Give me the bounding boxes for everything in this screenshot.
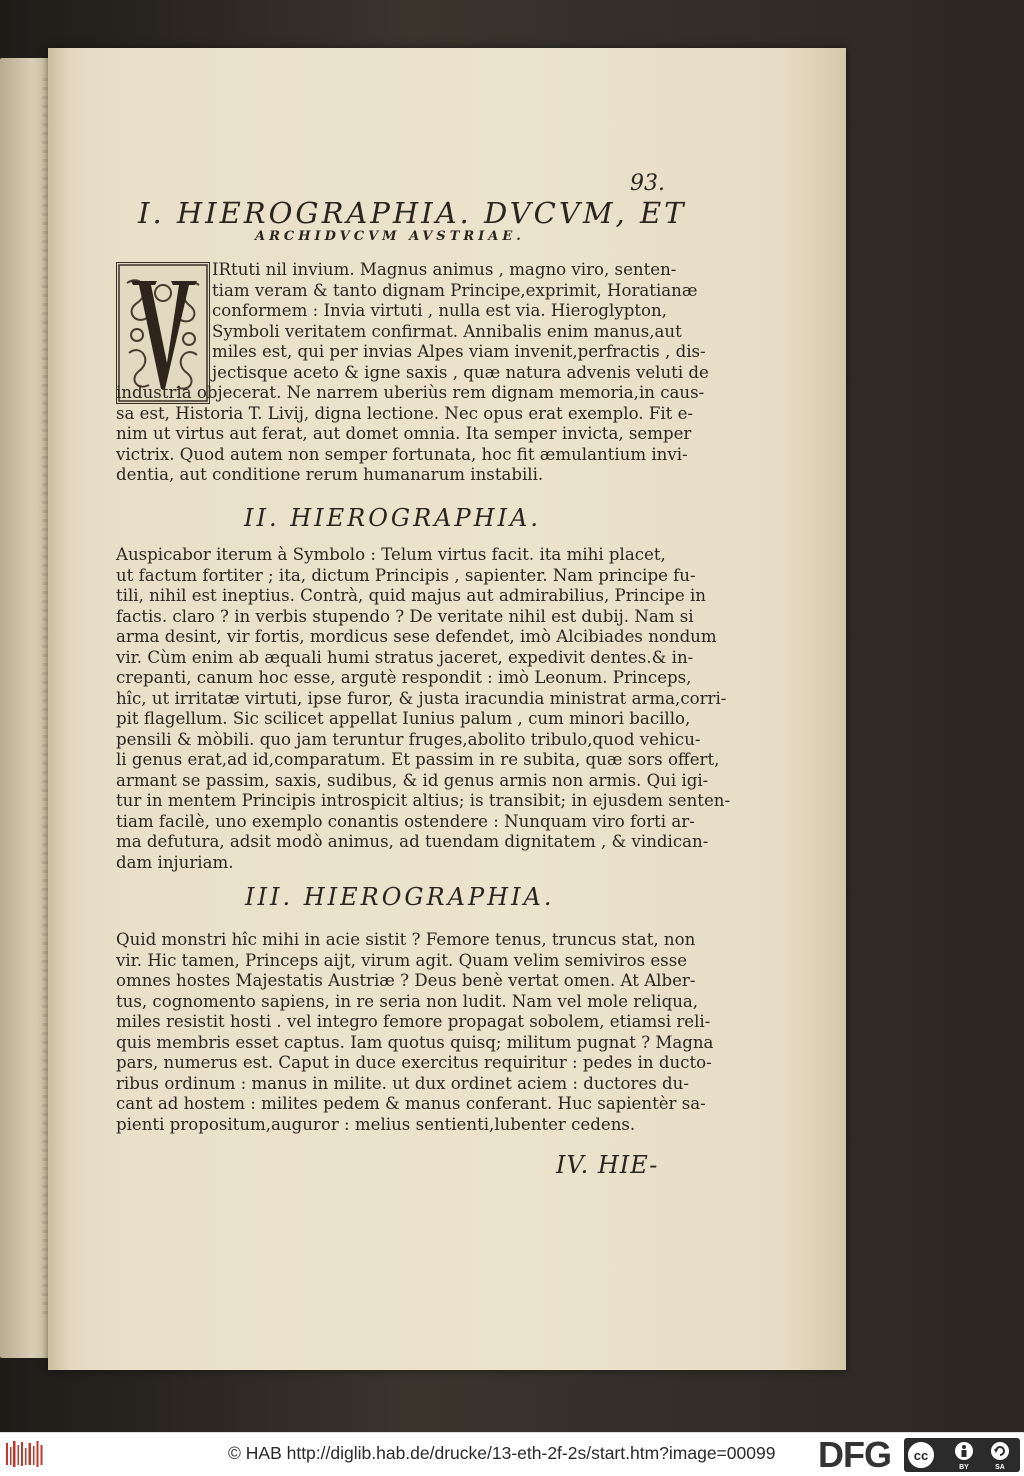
text-line: tus, cognomento sapiens, in re seria non ludit. Nam vel mole reliqua,: [116, 991, 699, 1011]
footer-bar: [0, 1432, 1024, 1476]
text-line: ribus ordinum : manus in milite. ut dux ordinet aciem : ductores du-: [116, 1073, 689, 1093]
text-line: tiam facilè, uno exemplo conantis ostendere : Nunquam viro forti ar-: [116, 811, 695, 831]
text-line: pit flagellum. Sic scilicet appellat Iunius palum , cum minori bacillo,: [116, 709, 691, 728]
text-line: factis. claro ? in verbis stupendo ? De veritate nihil est dubij. Nam si: [116, 606, 694, 626]
text-line: jectisque aceto & igne saxis , quæ natura advenis veluti de: [212, 362, 709, 382]
text-line: IRtuti nil invium. Magnus animus , magno viro, senten-: [212, 260, 677, 279]
text-line: quis membris esset captus. Iam quotus quisq; militum pugnat ? Magna: [116, 1032, 714, 1052]
text-line: crepanti, canum hoc esse, argutè respondit : imò Leonum. Princeps,: [116, 668, 692, 687]
text-line: pensili & mòbili. quo jam teruntur fruges,abolito tribulo,quod vehicu-: [116, 729, 701, 749]
ornament-initial-icon: [117, 263, 209, 403]
text-line: pars, numerus est. Caput in duce exercitus requiritur : pedes in ducto-: [116, 1053, 712, 1072]
text-line: ut factum fortiter ; ita, dictum Principis , sapienter. Nam principe fu-: [116, 565, 696, 585]
license-badge[interactable]: [904, 1438, 1020, 1472]
svg-text:cc: cc: [913, 1448, 929, 1463]
catchword: IV. HIE-: [556, 1151, 659, 1179]
sa-label: SA: [995, 1464, 1005, 1471]
text-line: miles est, qui per invias Alpes viam invenit,perfractis , dis-: [212, 342, 706, 361]
copyright-link[interactable]: © HAB http://diglib.hab.de/drucke/13-eth-2f-2s/start.htm?image=00099: [228, 1443, 776, 1463]
section-1-paragraph-bottom: [116, 383, 705, 486]
text-line: Quid monstri hîc mihi in acie sistit ? Femore tenus, truncus stat, non: [116, 930, 696, 949]
section-2-paragraph: [116, 545, 731, 873]
text-line: arma desint, vir fortis, mordicus sese defendet, imò Alcibiades nondum: [116, 627, 717, 646]
text-line: victrix. Quod autem non semper fortunata, hoc fit æmulantium invi-: [116, 444, 688, 464]
text-line: conformem : Invia virtuti , nulla est via. Hieroglypton,: [212, 301, 667, 320]
text-line: hîc, ut irritatæ virtuti, ipse furor, & justa iracundia ministrat arma,corri-: [116, 688, 727, 708]
by-label: BY: [959, 1464, 969, 1471]
text-line: cant ad hostem : milites pedem & manus conferant. Huc sapientèr sa-: [116, 1094, 706, 1113]
section-3-paragraph: [116, 930, 714, 1135]
text-line: omnes hostes Majestatis Austriæ ? Deus benè vertat omen. At Alber-: [116, 971, 696, 990]
text-line: nim ut virtus aut ferat, aut domet omnia. Ita semper invicta, semper: [116, 424, 692, 443]
text-line: armant se passim, saxis, sudibus, & id genus armis non armis. Qui igi-: [116, 770, 709, 790]
heading-3: III. HIEROGRAPHIA.: [245, 883, 555, 911]
text-line: li genus erat,ad id,comparatum. Et passim in re subita, quæ sors offert,: [116, 750, 720, 769]
cc-icon: [907, 1441, 935, 1469]
text-line: Auspicabor iterum à Symbolo : Telum virtus facit. ita mihi placet,: [116, 545, 666, 564]
text-line: vir. Hic tamen, Princeps aijt, virum agit. Quam velim semiviros esse: [116, 950, 688, 970]
dfg-logo[interactable]: DFG: [818, 1434, 891, 1475]
text-line: ma defutura, adsit modò animus, ad tuendam dignitatem , & vindican-: [116, 832, 709, 851]
text-line: pienti propositum,auguror : melius sentienti,lubenter cedens.: [116, 1114, 636, 1134]
text-line: Symboli veritatem confirmat. Annibalis enim manus,aut: [212, 321, 682, 341]
page-number: 93.: [630, 171, 665, 196]
heading-2: II. HIEROGRAPHIA.: [244, 504, 541, 532]
text-line: vir. Cùm enim ab æquali humi stratus jaceret, expedivit dentes.& in-: [116, 647, 694, 667]
section-1-paragraph-top: [212, 260, 709, 383]
by-icon: [955, 1442, 973, 1471]
text-line: miles resistit hosti . vel integro femore propagat sobolem, etiamsi reli-: [116, 1012, 711, 1031]
text-line: industria objecerat. Ne narrem uberiùs rem dignam memoria,in caus-: [116, 383, 705, 402]
heading-1-subtitle: ARCHIDVCVM AVSTRIAE.: [255, 229, 525, 244]
heading-1-title: I. HIEROGRAPHIA. DVCVM, ET: [138, 196, 687, 230]
text-line: sa est, Historia T. Livij, digna lectione. Nec opus erat exemplo. Fit e-: [116, 403, 694, 423]
text-line: tiam veram & tanto dignam Principe,exprimit, Horatianæ: [212, 280, 698, 300]
barcode-logo-icon: [5, 1439, 45, 1469]
text-line: dam injuriam.: [116, 852, 234, 872]
text-line: dentia, aut conditione rerum humanarum instabili.: [116, 465, 544, 484]
sa-icon: [991, 1442, 1009, 1471]
text-line: tili, nihil est ineptius. Contrà, quid majus aut admirabilius, Principe in: [116, 586, 706, 605]
text-line: tur in mentem Principis introspicit altius; is transibit; in ejusdem senten-: [116, 791, 731, 810]
